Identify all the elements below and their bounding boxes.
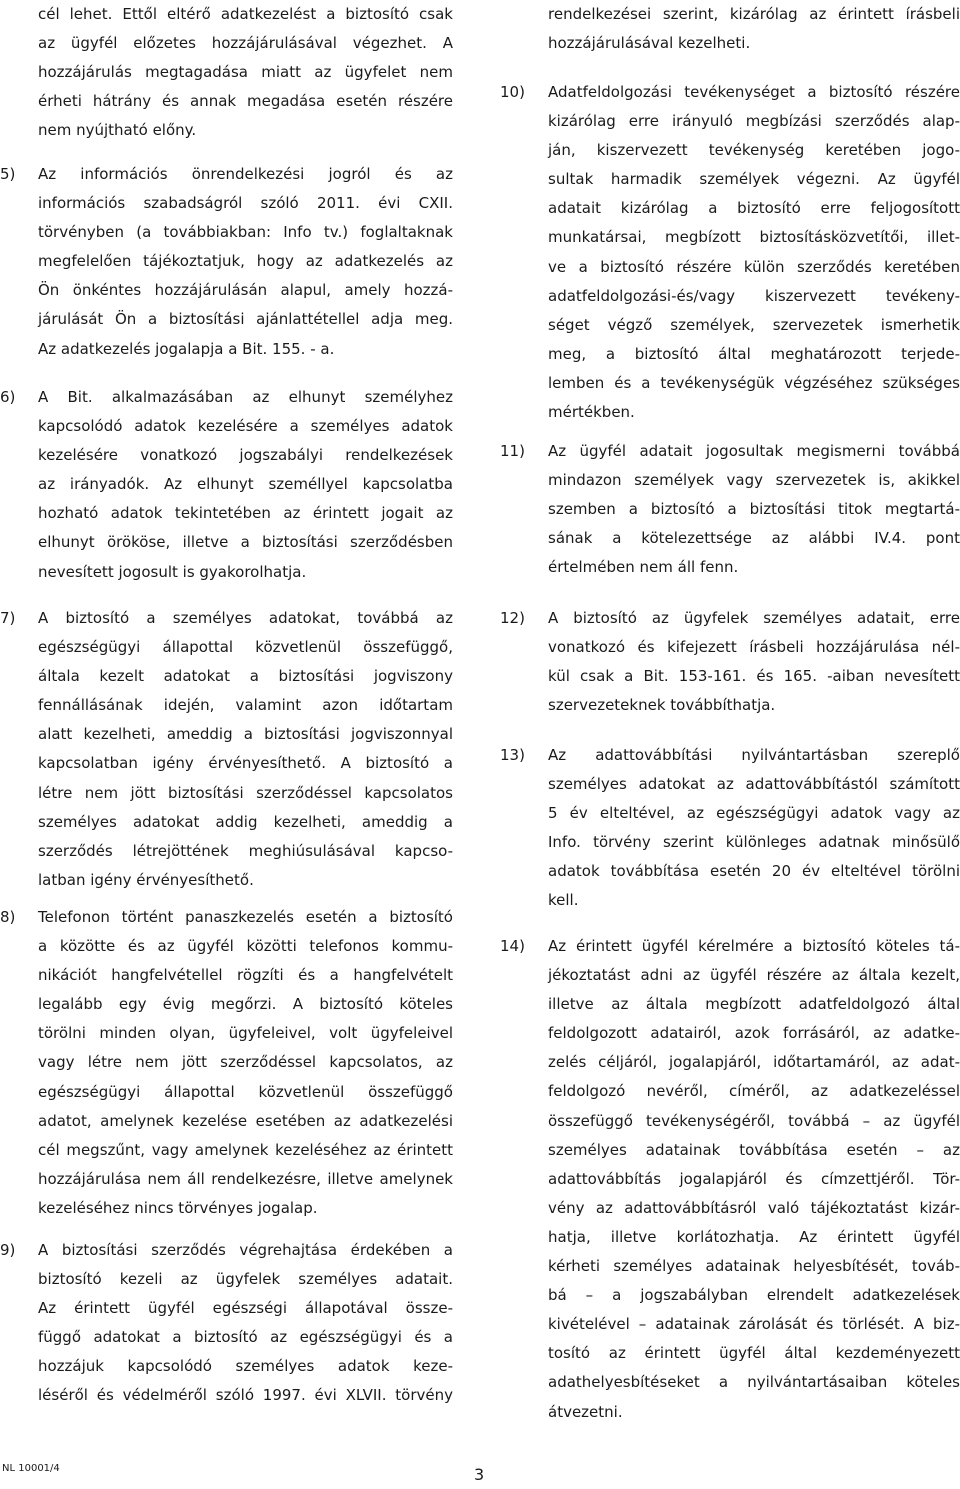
text-line: személyes adatainak továbbítása esetén – az (548, 1140, 960, 1159)
text-line: munkatársai, megbízott biztosításközvetítői, illet- (548, 228, 960, 247)
item-number: 5) (0, 165, 16, 183)
text-line: kezelésére vonatkozó jogszabályi rendelkezések (38, 446, 453, 465)
text-line: nikációt hangfelvétellel rögzíti és a hangfelvételt (38, 966, 453, 985)
text-line: személyes adatokat addig kezelheti, ameddig a (38, 812, 453, 831)
text-line: lemben és a tevékenységük végzéséhez szükséges (548, 373, 960, 392)
text-line: egészségügyi állapottal közvetlenül összefüggő (38, 1082, 453, 1101)
text-line: függő adatokat a biztosító az egészségügyi és a (38, 1328, 453, 1347)
text-line: nem nyújtható előny. (38, 121, 197, 140)
item-number: 6) (0, 388, 16, 406)
text-line: léséről és védelméről szóló 1997. évi XLVII. törvény (38, 1386, 453, 1405)
text-line: hozható adatok tekintetében az érintett jogait az (38, 504, 453, 523)
text-line: A biztosító a személyes adatokat, továbbá az (38, 609, 453, 627)
paragraph-body (548, 78, 960, 427)
paragraph-body (38, 1236, 453, 1411)
text-line: illetve az általa megbízott adatfeldolgozó által (548, 995, 960, 1014)
text-line: cél megszűnt, vagy amelynek kezeléséhez az érintett (38, 1140, 453, 1159)
list-item-11 (500, 437, 960, 582)
item-number: 8) (0, 908, 16, 926)
list-item-10 (500, 78, 960, 427)
text-line: egészségügyi állapottal közvetlenül összefüggő, (38, 638, 453, 657)
text-line: sának a kötelezettsége az alábbi IV.4. pont (548, 529, 960, 548)
text-line: adathelyesbítéseket a nyilvántartásaiban köteles (548, 1373, 960, 1392)
text-line: megfelelően tájékoztatjuk, hogy az adatkezelés az (38, 252, 453, 271)
text-line: átvezetni. (548, 1402, 623, 1421)
text-line: személyes adatokat az adattovábbítástól számított (548, 775, 960, 794)
text-line: érheti hátrány és annak megadása esetén részére (38, 92, 453, 111)
text-line: cél lehet. Ettől eltérő adatkezelést a biztosító csak (38, 5, 453, 23)
text-line: információs szabadságról szóló 2011. évi CXII. (38, 194, 453, 213)
list-item-13 (500, 741, 960, 916)
text-line: létre nem jött biztosítási szerződéssel kapcsolatos (38, 783, 453, 802)
text-line: vény az adattovábbításról való tájékoztatást kizár- (548, 1198, 960, 1217)
text-line: szervezeteknek továbbíthatja. (548, 696, 776, 715)
document-code: NL 10001/4 (2, 1463, 60, 1474)
paragraph-body (38, 0, 453, 145)
text-line: Az érintett ügyfél kérelmére a biztosító köteles tá- (548, 937, 960, 955)
text-line: A biztosítási szerződés végrehajtása érdekében a (38, 1241, 453, 1259)
paragraph-body (38, 383, 453, 587)
item-number: 10) (500, 83, 525, 101)
text-line: adatot, amelynek kezelése esetében az adatkezelési (38, 1111, 453, 1130)
text-line: Az információs önrendelkezési jogról és az (38, 165, 453, 183)
text-line: A Bit. alkalmazásában az elhunyt személyhez (38, 388, 453, 406)
text-line: kapcsolatban igény érvényesíthető. A biztosító a (38, 754, 453, 773)
text-line: Az adatkezelés jogalapja a Bit. 155. - a. (38, 339, 335, 358)
list-item-12 (500, 604, 960, 720)
paragraph-body (548, 932, 960, 1427)
text-line: kapcsolódó adatok kezelésére a személyes adatok (38, 417, 453, 436)
paragraph-body (548, 741, 960, 916)
text-line: hozzájárulásával kezelheti. (548, 34, 751, 53)
text-line: sultak harmadik személyek végezni. Az ügyfél (548, 170, 960, 189)
text-line: összefüggő tevékenységéről, továbbá – az ügyfél (548, 1111, 960, 1130)
text-line: értelmében nem áll fenn. (548, 558, 739, 577)
text-line: általa kezelt adatokat a biztosítási jogviszony (38, 667, 453, 686)
list-item-8 (0, 903, 460, 1223)
item-number: 9) (0, 1241, 16, 1259)
text-line: rendelkezései szerint, kizárólag az érintett írásbeli (548, 5, 960, 23)
text-line: fennállásának idején, valamint azon időtartam (38, 696, 453, 715)
text-line: mértékben. (548, 403, 635, 422)
text-line: adatait kizárólag a biztosító erre feljogosított (548, 199, 960, 218)
list-item-7 (0, 604, 460, 895)
text-line: adatfeldolgozási-és/vagy kiszervezett tevékeny- (548, 286, 960, 305)
paragraph-body (38, 604, 453, 895)
list-item-6 (0, 383, 460, 587)
intro-paragraph-left (0, 0, 460, 145)
text-line: kivételével – adatainak zárolását és törlését. A biz- (548, 1315, 960, 1334)
text-line: szemben a biztosító a biztosítási titok megtartá- (548, 500, 960, 519)
text-line: szerződés létrejöttének meghiúsulásával kapcso- (38, 841, 453, 860)
text-line: tosító az érintett ügyfél által kezdeményezett (548, 1344, 960, 1363)
text-line: biztosító kezeli az ügyfelek személyes adatait. (38, 1270, 453, 1289)
text-line: kell. (548, 891, 579, 910)
list-item-14 (500, 932, 960, 1427)
text-line: 5 év elteltével, az egészségügyi adatok vagy az (548, 804, 960, 823)
text-line: a közötte és az ügyfél közötti telefonos kommu- (38, 937, 453, 956)
text-line: Info. törvény szerint különleges adatnak minősülő (548, 833, 960, 852)
text-line: ve a biztosító részére külön szerződés keretében (548, 257, 960, 276)
text-line: törvényben (a továbbiakban: Info tv.) foglaltaknak (38, 223, 453, 242)
text-line: séget végző személyek, szervezetek ismerhetik (548, 315, 960, 334)
text-line: A biztosító az ügyfelek személyes adatait, erre (548, 609, 960, 627)
text-line: Az érintett ügyfél egészségi állapotával össze- (38, 1299, 453, 1318)
text-line: Ön önkéntes hozzájárulásán alapul, amely hozzá- (38, 281, 453, 300)
paragraph-body (548, 0, 960, 58)
item-number: 12) (500, 609, 525, 627)
text-line: hatja, illetve korlátozhatja. Az érintett ügyfél (548, 1227, 960, 1246)
text-line: Az ügyfél adatait jogosultak megismerni továbbá (548, 442, 960, 460)
text-line: alatt kezelheti, ameddig a biztosítási jogviszonnyal (38, 725, 453, 744)
text-line: feldolgozó nevéről, címéről, az adatkezeléssel (548, 1082, 960, 1101)
text-line: az irányadók. Az elhunyt személlyel kapcsolatba (38, 475, 453, 494)
text-line: zelés céljáról, jogalapjáról, időtartamáról, az adat- (548, 1053, 960, 1072)
text-line: kérheti személyes adatainak helyesbítését, továb- (548, 1257, 960, 1276)
paragraph-body (548, 604, 960, 720)
intro-paragraph-right (500, 0, 960, 58)
list-item-5 (0, 160, 460, 364)
text-line: hozzájárulás megtagadása miatt az ügyfelet nem (38, 63, 453, 82)
text-line: adatok továbbítása esetén 20 év elteltével törölni (548, 862, 960, 881)
text-line: mindazon személyek vagy szervezetek is, akikkel (548, 471, 960, 490)
text-line: Telefonon történt panaszkezelés esetén a biztosító (38, 908, 453, 926)
text-line: kezeléséhez nincs törvényes jogalap. (38, 1198, 318, 1217)
text-line: kizárólag erre irányuló megbízási szerződés alap- (548, 112, 960, 131)
text-line: meg, a biztosító által meghatározott terjede- (548, 344, 960, 363)
text-line: Adatfeldolgozási tevékenységet a biztosító részére (548, 83, 960, 101)
text-line: kül csak a Bit. 153-161. és 165. -aiban nevesített (548, 667, 960, 686)
text-line: járulását Ön a biztosítási ajánlattétellel adja meg. (38, 310, 453, 329)
text-line: hozzájárulása nem áll rendelkezésre, illetve amelynek (38, 1169, 453, 1188)
page-number: 3 (474, 1465, 485, 1484)
text-line: adattovábbítás jogalapjáról és címzettjéről. Tör- (548, 1169, 960, 1188)
paragraph-body (38, 903, 453, 1223)
paragraph-body (548, 437, 960, 582)
text-line: ján, kiszervezett tevékenység keretében jogo- (548, 141, 960, 160)
text-line: az ügyfél előzetes hozzájárulásával végezhet. A (38, 34, 453, 53)
text-line: nevesített jogosult is gyakorolhatja. (38, 562, 307, 581)
text-line: Az adattovábbítási nyilvántartásban szereplő (548, 746, 960, 764)
list-item-9 (0, 1236, 460, 1411)
text-line: törölni minden olyan, ügyfeleivel, volt ügyfeleivel (38, 1024, 453, 1043)
text-line: bá – a jogszabályban elrendelt adatkezelések (548, 1286, 960, 1305)
text-line: vagy létre nem jött szerződéssel kapcsolatos, az (38, 1053, 453, 1072)
text-line: feldolgozott adatairól, azok forrásáról, az adatke- (548, 1024, 960, 1043)
item-number: 11) (500, 442, 525, 460)
text-line: legalább egy évig megőrzi. A biztosító köteles (38, 995, 453, 1014)
item-number: 7) (0, 609, 16, 627)
text-line: jékoztatást adni az ügyfél részére az általa kezelt, (548, 966, 960, 985)
text-line: vonatkozó és kifejezett írásbeli hozzájárulása nél- (548, 638, 960, 657)
text-line: hozzájuk kapcsolódó személyes adatok keze- (38, 1357, 453, 1376)
paragraph-body (38, 160, 453, 364)
text-line: elhunyt örököse, illetve a biztosítási szerződésben (38, 533, 453, 552)
item-number: 13) (500, 746, 525, 764)
item-number: 14) (500, 937, 525, 955)
text-line: latban igény érvényesíthető. (38, 870, 254, 889)
